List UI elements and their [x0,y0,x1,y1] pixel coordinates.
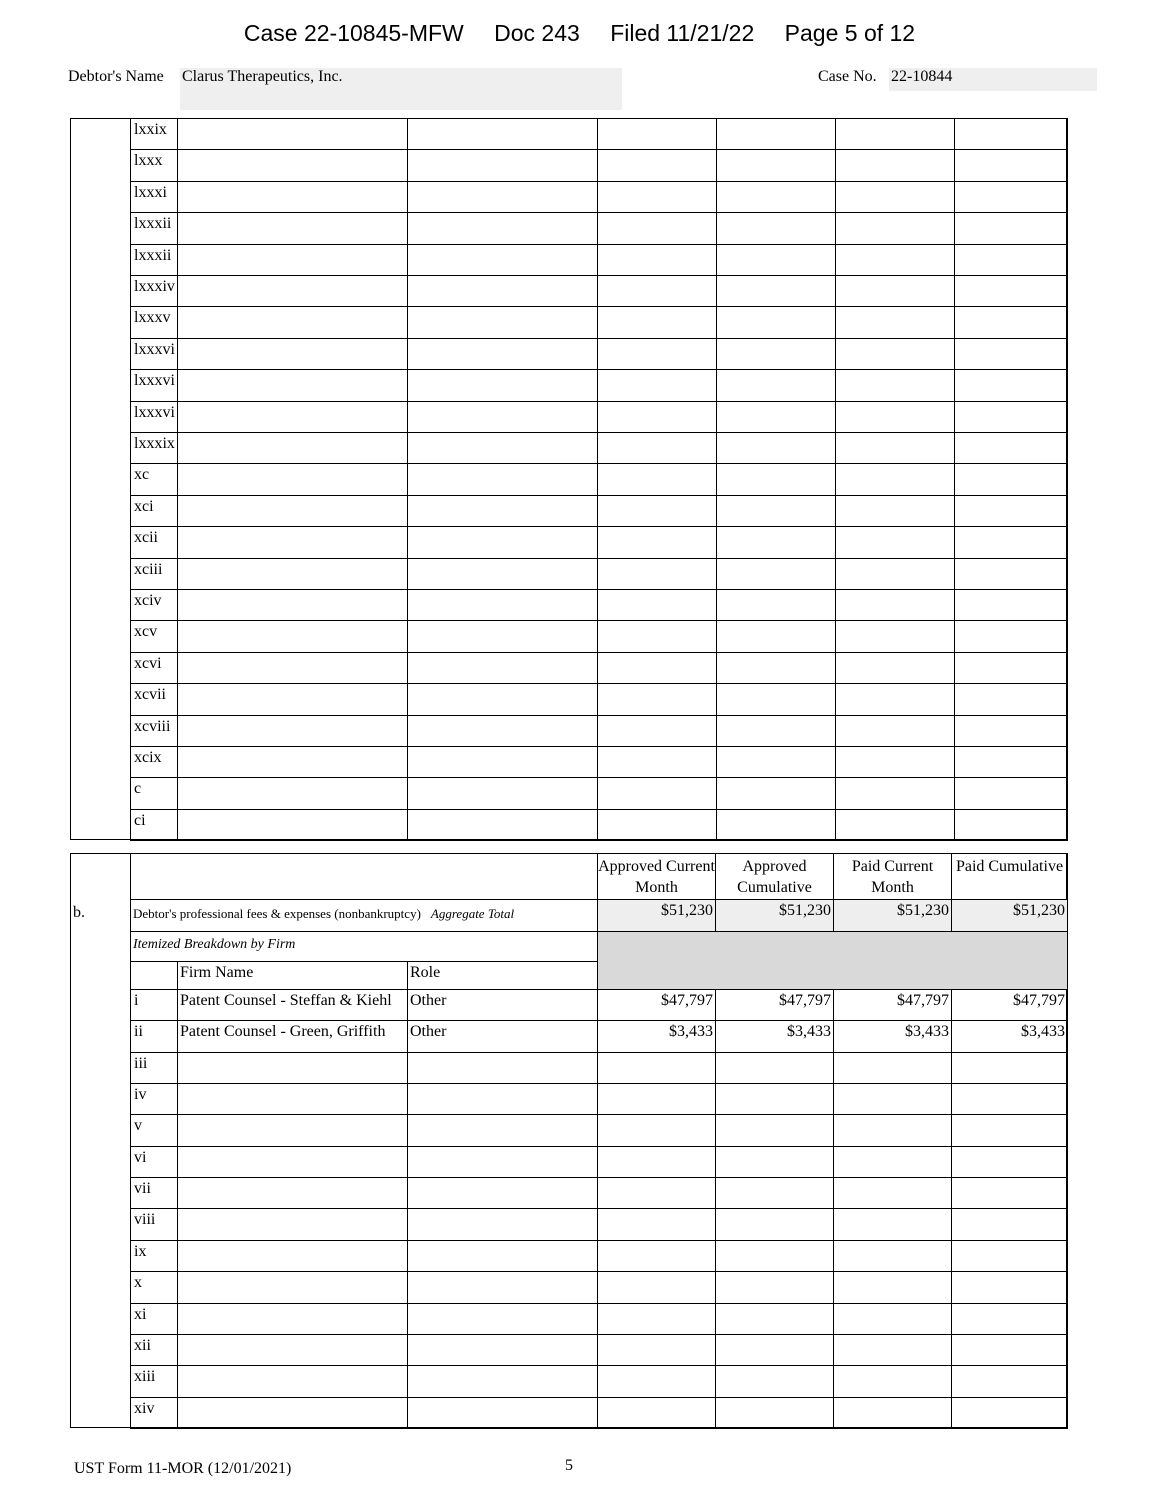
firm-amount-cell[interactable] [597,1052,716,1084]
role-cell[interactable] [407,652,598,684]
case-no-field[interactable]: 22-10844 [889,68,1097,91]
amount-cell[interactable] [835,369,955,402]
amount-cell[interactable] [954,809,1068,841]
firm-amount-cell[interactable] [951,1334,1068,1366]
amount-cell[interactable] [835,118,955,150]
amount-cell[interactable] [954,212,1068,245]
amount-cell[interactable] [835,338,955,370]
firm-name-cell[interactable] [177,118,408,150]
row-number: lxxxii [130,244,178,276]
firm-amount-cell[interactable] [597,1240,716,1272]
amount-cell[interactable] [954,715,1068,747]
amount-cell[interactable] [835,652,955,684]
firm-role-cell[interactable] [407,1334,598,1366]
firm-amount-cell[interactable] [833,1271,952,1304]
aggregate-amount: $51,230 [833,899,952,932]
firm-amount-cell[interactable] [951,1208,1068,1241]
amount-cell[interactable] [954,526,1068,559]
firm-role-cell[interactable] [407,1146,598,1178]
firm-amount-cell[interactable]: $3,433 [597,1020,716,1053]
amount-cell[interactable] [597,432,717,464]
shaded-header-block [597,931,1068,990]
column-header: Approved Current Month [597,853,716,900]
firm-name-cell[interactable] [177,652,408,684]
firm-amount-cell[interactable]: $47,797 [597,989,716,1021]
firm-name-cell[interactable] [177,338,408,370]
firm-name-cell[interactable] [177,526,408,559]
amount-cell[interactable] [835,809,955,841]
row-number: xciv [130,589,178,621]
firm-amount-cell[interactable] [715,1334,834,1366]
amount-cell[interactable] [716,715,836,747]
amount-cell[interactable] [835,746,955,778]
amount-cell[interactable] [954,746,1068,778]
row-number: lxxxvi [130,338,178,370]
role-cell[interactable] [407,809,598,841]
amount-cell[interactable] [716,244,836,276]
row-number: lxxxii [130,212,178,245]
firm-role-cell[interactable] [407,1083,598,1115]
column-header: Approved Cumulative [715,853,834,900]
firm-name-cell[interactable] [177,306,408,339]
row-number: lxxxv [130,306,178,339]
firm-amount-cell[interactable] [951,1177,1068,1209]
firm-amount-cell[interactable]: $3,433 [715,1020,834,1053]
firm-amount-cell[interactable] [597,1083,716,1115]
amount-cell[interactable] [716,149,836,182]
amount-cell[interactable] [954,463,1068,496]
amount-cell[interactable] [954,149,1068,182]
firm-amount-cell[interactable] [715,1397,834,1429]
firm-name-cell[interactable]: Patent Counsel - Green, Griffith [177,1020,408,1053]
firm-name-cell[interactable] [177,1114,408,1147]
amount-cell[interactable] [716,589,836,621]
firm-role-cell[interactable] [407,1208,598,1241]
firm-name-cell[interactable] [177,683,408,716]
row-number: lxxxvi [130,369,178,402]
firm-amount-cell[interactable] [833,1052,952,1084]
firm-amount-cell[interactable] [833,1397,952,1429]
role-cell[interactable] [407,149,598,182]
row-number: xci [130,495,178,527]
column-header: Paid Cumulative [951,853,1068,900]
amount-cell[interactable] [954,589,1068,621]
row-number: xcii [130,526,178,559]
amount-cell[interactable] [716,306,836,339]
firm-name-cell[interactable] [177,181,408,213]
firm-row-number: xiii [130,1365,178,1398]
debtor-name-label: Debtor's Name [68,68,164,85]
firm-row-number: iv [130,1083,178,1115]
firm-role-cell[interactable] [407,1365,598,1398]
firm-row-number: x [130,1271,178,1304]
row-number: lxxxix [130,432,178,464]
firm-amount-cell[interactable] [715,1114,834,1147]
firm-amount-cell[interactable] [951,1365,1068,1398]
firm-amount-cell[interactable]: $47,797 [951,989,1068,1021]
amount-cell[interactable] [716,275,836,307]
amount-cell[interactable] [954,777,1068,810]
firm-name-cell[interactable] [177,369,408,402]
aggregate-amount: $51,230 [597,899,716,932]
firm-role-cell[interactable] [407,1240,598,1272]
firm-amount-cell[interactable] [951,1303,1068,1335]
role-cell[interactable] [407,715,598,747]
row-number: ci [130,809,178,841]
amount-cell[interactable] [716,652,836,684]
firm-amount-cell[interactable] [715,1271,834,1304]
firm-name-cell[interactable] [177,495,408,527]
amount-cell[interactable] [597,620,717,653]
amount-cell[interactable] [835,495,955,527]
court-filing-header [0,20,1159,47]
amount-cell[interactable] [597,275,717,307]
firm-name-cell[interactable] [177,746,408,778]
firm-amount-cell[interactable]: $3,433 [833,1020,952,1053]
debtor-name-field[interactable]: Clarus Therapeutics, Inc. [180,68,622,110]
firm-amount-cell[interactable] [715,1365,834,1398]
firm-name-cell[interactable] [177,809,408,841]
firm-row-number: iii [130,1052,178,1084]
column-header: Paid Current Month [833,853,952,900]
amount-cell[interactable] [835,777,955,810]
firm-name-cell[interactable] [177,1271,408,1304]
amount-cell[interactable] [597,401,717,433]
itemized-breakdown-label: Itemized Breakdown by Firm [130,931,598,962]
row-number: xcv [130,620,178,653]
firm-name-cell[interactable] [177,244,408,276]
firm-amount-cell[interactable] [833,1240,952,1272]
amount-cell[interactable] [716,338,836,370]
amount-cell[interactable] [954,244,1068,276]
case-number-stamp: Case 22-10845-MFW [243,20,464,46]
header-num-blank [130,961,178,990]
firm-amount-cell[interactable] [951,1114,1068,1147]
role-cell[interactable] [407,181,598,213]
amount-cell[interactable] [954,275,1068,307]
firm-amount-cell[interactable] [597,1271,716,1304]
aggregate-amount: $51,230 [715,899,834,932]
firm-name-cell[interactable] [177,1083,408,1115]
firm-name-cell[interactable] [177,212,408,245]
role-cell[interactable] [407,338,598,370]
header-blank-cell [130,853,598,900]
firm-amount-cell[interactable] [715,1146,834,1178]
firm-amount-cell[interactable] [597,1365,716,1398]
aggregate-total-label [130,899,598,932]
firm-amount-cell[interactable] [951,1146,1068,1178]
amount-cell[interactable] [716,212,836,245]
amount-cell[interactable] [597,558,717,590]
role-cell[interactable] [407,369,598,402]
amount-cell[interactable] [954,495,1068,527]
page-count-stamp: Page 5 of 12 [784,20,916,46]
amount-cell[interactable] [716,432,836,464]
firm-amount-cell[interactable] [833,1208,952,1241]
role-header: Role [407,961,598,990]
firm-amount-cell[interactable] [833,1114,952,1147]
firm-name-cell[interactable] [177,463,408,496]
role-cell[interactable] [407,401,598,433]
aggregate-amount: $51,230 [951,899,1068,932]
role-cell[interactable] [407,620,598,653]
firm-amount-cell[interactable] [833,1146,952,1178]
firm-role-cell[interactable] [407,1177,598,1209]
firm-row-number: ii [130,1020,178,1053]
role-cell[interactable] [407,777,598,810]
row-number: xciii [130,558,178,590]
amount-cell[interactable] [835,620,955,653]
amount-cell[interactable] [954,683,1068,716]
row-number: xcvi [130,652,178,684]
firm-amount-cell[interactable] [833,1365,952,1398]
firm-amount-cell[interactable] [597,1146,716,1178]
firm-name-cell[interactable] [177,777,408,810]
row-number: xc [130,463,178,496]
amount-cell[interactable] [835,683,955,716]
firm-name-cell[interactable] [177,1177,408,1209]
firm-amount-cell[interactable] [951,1083,1068,1115]
firm-amount-cell[interactable] [951,1052,1068,1084]
firm-name-cell[interactable] [177,275,408,307]
firm-row-number: xiv [130,1397,178,1429]
amount-cell[interactable] [597,306,717,339]
amount-cell[interactable] [597,149,717,182]
amount-cell[interactable] [716,558,836,590]
firm-name-cell[interactable] [177,589,408,621]
firm-amount-cell[interactable]: $47,797 [833,989,952,1021]
firm-amount-cell[interactable] [833,1083,952,1115]
amount-cell[interactable] [716,746,836,778]
firm-role-cell[interactable] [407,1052,598,1084]
amount-cell[interactable] [597,652,717,684]
firm-role-cell[interactable]: Other [407,1020,598,1053]
row-number: xcvii [130,683,178,716]
firm-name-cell[interactable] [177,715,408,747]
firm-amount-cell[interactable] [597,1177,716,1209]
amount-cell[interactable] [835,149,955,182]
firm-name-cell[interactable] [177,1397,408,1429]
role-cell[interactable] [407,212,598,245]
section-a-continuation-table [70,118,1067,840]
amount-cell[interactable] [835,181,955,213]
amount-cell[interactable] [716,809,836,841]
amount-cell[interactable] [597,495,717,527]
firm-role-cell[interactable] [407,1271,598,1304]
amount-cell[interactable] [716,777,836,810]
role-cell[interactable] [407,746,598,778]
firm-row-number: viii [130,1208,178,1241]
firm-name-header: Firm Name [177,961,408,990]
firm-name-cell[interactable] [177,1334,408,1366]
amount-cell[interactable] [716,463,836,496]
amount-cell[interactable] [597,777,717,810]
firm-amount-cell[interactable] [597,1303,716,1335]
amount-cell[interactable] [954,181,1068,213]
row-number: xcviii [130,715,178,747]
amount-cell[interactable] [597,809,717,841]
role-cell[interactable] [407,432,598,464]
role-cell[interactable] [407,118,598,150]
form-identifier: UST Form 11-MOR (12/01/2021) [74,1460,292,1477]
amount-cell[interactable] [716,181,836,213]
amount-cell[interactable] [954,369,1068,402]
role-cell[interactable] [407,306,598,339]
amount-cell[interactable] [954,620,1068,653]
firm-name-cell[interactable]: Patent Counsel - Steffan & Kiehl [177,989,408,1021]
amount-cell[interactable] [954,558,1068,590]
firm-name-cell[interactable] [177,558,408,590]
firm-amount-cell[interactable]: $47,797 [715,989,834,1021]
firm-amount-cell[interactable] [951,1271,1068,1304]
amount-cell[interactable] [597,212,717,245]
section-a-letter-column [70,118,131,840]
amount-cell[interactable] [835,558,955,590]
firm-name-cell[interactable] [177,1240,408,1272]
page-number: 5 [565,1457,573,1474]
role-cell[interactable] [407,244,598,276]
amount-cell[interactable] [597,118,717,150]
amount-cell[interactable] [835,401,955,433]
firm-amount-cell[interactable] [597,1397,716,1429]
firm-amount-cell[interactable] [951,1240,1068,1272]
firm-amount-cell[interactable] [951,1397,1068,1429]
firm-name-cell[interactable] [177,401,408,433]
row-number: lxxxi [130,181,178,213]
amount-cell[interactable] [835,589,955,621]
firm-row-number: v [130,1114,178,1147]
amount-cell[interactable] [597,715,717,747]
amount-cell[interactable] [597,369,717,402]
firm-role-cell[interactable] [407,1397,598,1429]
amount-cell[interactable] [597,589,717,621]
aggregate-suffix-text: Aggregate Total [430,906,515,921]
amount-cell[interactable] [716,369,836,402]
firm-row-number: i [130,989,178,1021]
filed-date-stamp: Filed 11/21/22 [610,20,755,46]
amount-cell[interactable] [716,401,836,433]
firm-amount-cell[interactable] [715,1208,834,1241]
firm-row-number: xi [130,1303,178,1335]
firm-amount-cell[interactable] [833,1303,952,1335]
amount-cell[interactable] [716,526,836,559]
firm-row-number: xii [130,1334,178,1366]
firm-amount-cell[interactable] [597,1114,716,1147]
amount-cell[interactable] [716,620,836,653]
firm-amount-cell[interactable] [715,1052,834,1084]
firm-name-cell[interactable] [177,1208,408,1241]
amount-cell[interactable] [716,118,836,150]
role-cell[interactable] [407,589,598,621]
amount-cell[interactable] [835,306,955,339]
firm-amount-cell[interactable] [715,1083,834,1115]
firm-amount-cell[interactable] [597,1208,716,1241]
amount-cell[interactable] [835,275,955,307]
firm-name-cell[interactable] [177,620,408,653]
role-cell[interactable] [407,526,598,559]
amount-cell[interactable] [597,526,717,559]
role-cell[interactable] [407,683,598,716]
amount-cell[interactable] [835,244,955,276]
firm-role-cell[interactable] [407,1114,598,1147]
amount-cell[interactable] [954,432,1068,464]
amount-cell[interactable] [835,715,955,747]
amount-cell[interactable] [597,746,717,778]
firm-name-cell[interactable] [177,1146,408,1178]
firm-row-number: vii [130,1177,178,1209]
row-number: lxxx [130,149,178,182]
firm-amount-cell[interactable] [597,1334,716,1366]
amount-cell[interactable] [835,212,955,245]
firm-amount-cell[interactable] [715,1303,834,1335]
firm-row-number: ix [130,1240,178,1272]
aggregate-label-text: Debtor's professional fees & expenses (nonbankruptcy) [133,906,421,921]
case-no-label: Case No. [818,68,877,85]
firm-amount-cell[interactable] [715,1240,834,1272]
amount-cell[interactable] [835,526,955,559]
row-number: lxxxvi [130,401,178,433]
section-b-professional-fees-table [70,853,1067,1428]
firm-name-cell[interactable] [177,149,408,182]
row-number: c [130,777,178,810]
row-number: lxxix [130,118,178,150]
firm-row-number: vi [130,1146,178,1178]
firm-name-cell[interactable] [177,432,408,464]
row-number: xcix [130,746,178,778]
amount-cell[interactable] [597,244,717,276]
firm-role-cell[interactable]: Other [407,989,598,1021]
firm-amount-cell[interactable]: $3,433 [951,1020,1068,1053]
firm-role-cell[interactable] [407,1303,598,1335]
amount-cell[interactable] [597,338,717,370]
firm-name-cell[interactable] [177,1052,408,1084]
role-cell[interactable] [407,558,598,590]
firm-amount-cell[interactable] [833,1177,952,1209]
amount-cell[interactable] [716,495,836,527]
amount-cell[interactable] [597,181,717,213]
amount-cell[interactable] [954,306,1068,339]
firm-name-cell[interactable] [177,1303,408,1335]
firm-name-cell[interactable] [177,1365,408,1398]
amount-cell[interactable] [954,401,1068,433]
role-cell[interactable] [407,275,598,307]
amount-cell[interactable] [954,118,1068,150]
role-cell[interactable] [407,495,598,527]
section-b-letter-column [70,853,131,1428]
role-cell[interactable] [407,463,598,496]
amount-cell[interactable] [835,463,955,496]
amount-cell[interactable] [597,463,717,496]
firm-amount-cell[interactable] [715,1177,834,1209]
row-number: lxxxiv [130,275,178,307]
amount-cell[interactable] [835,432,955,464]
firm-amount-cell[interactable] [833,1334,952,1366]
amount-cell[interactable] [597,683,717,716]
amount-cell[interactable] [954,338,1068,370]
doc-number-stamp: Doc 243 [494,20,580,46]
amount-cell[interactable] [954,652,1068,684]
section-letter: b. [73,904,85,921]
amount-cell[interactable] [716,683,836,716]
